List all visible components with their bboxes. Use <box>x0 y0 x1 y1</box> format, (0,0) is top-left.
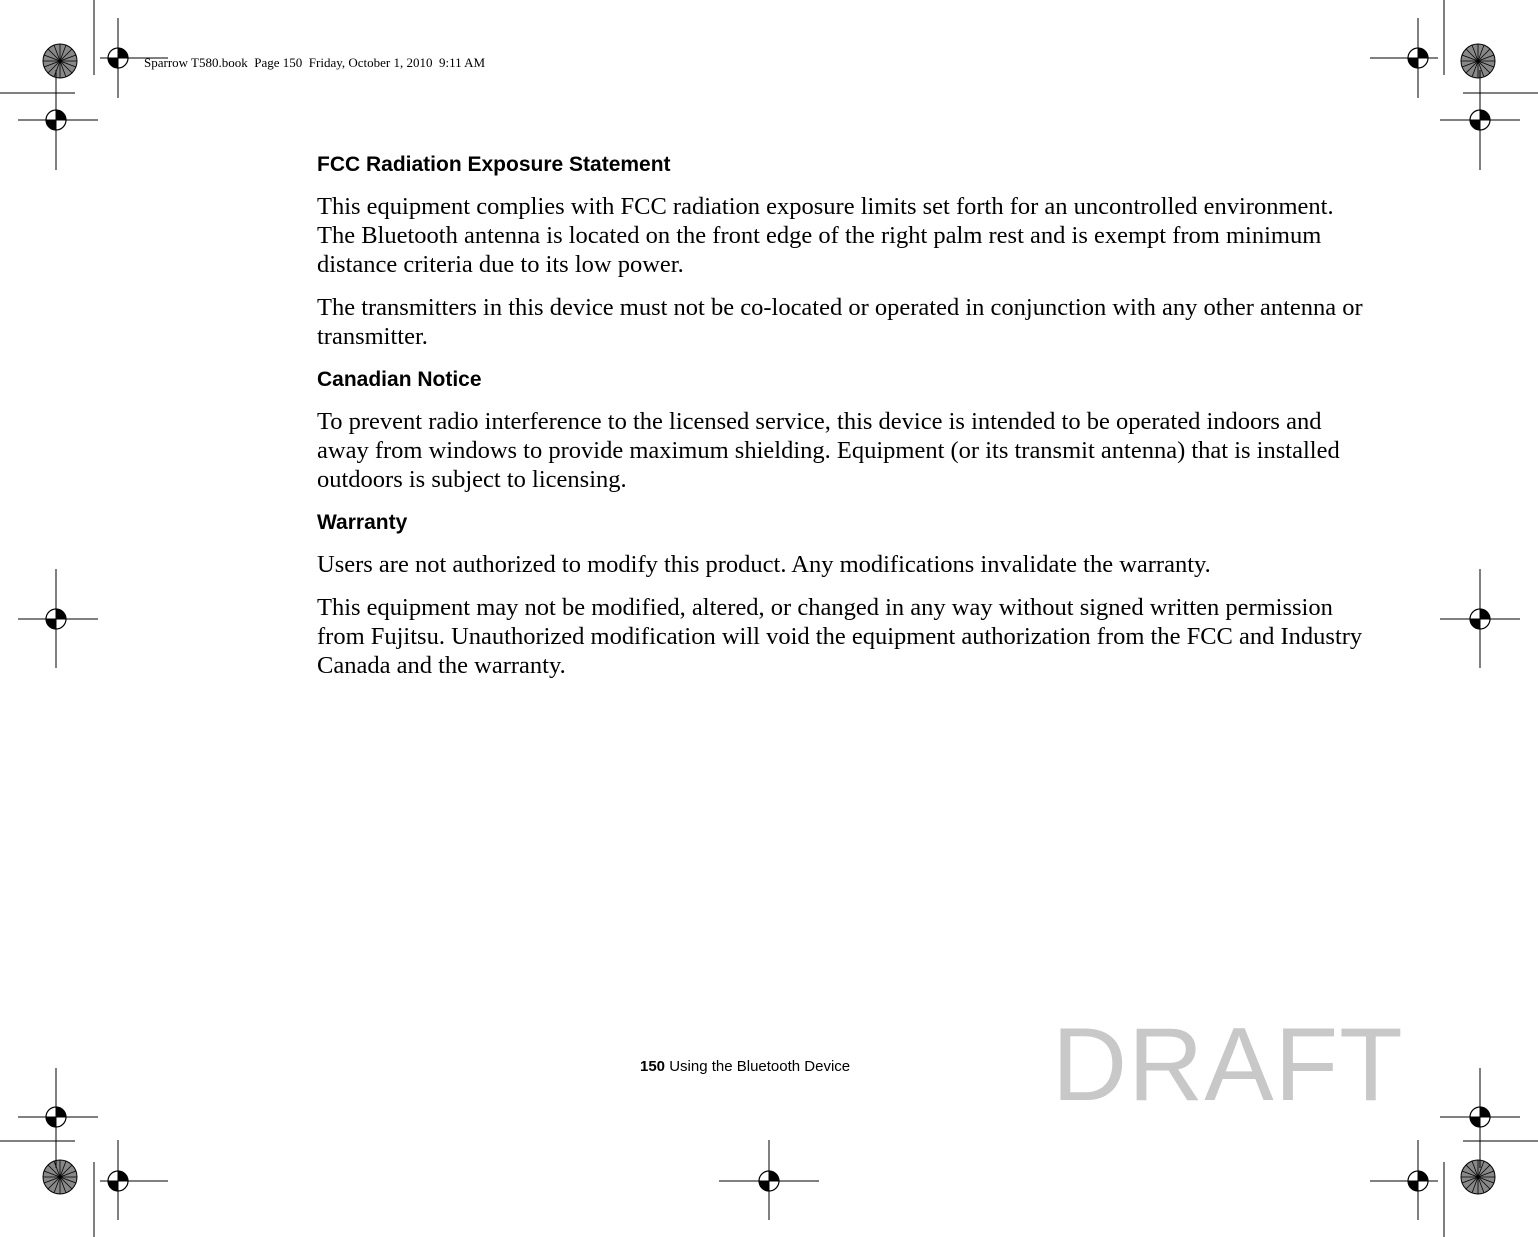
chapter-title: Using the Bluetooth Device <box>669 1058 851 1075</box>
registration-mark-icon <box>1464 603 1496 635</box>
section-fcc-radiation <box>317 150 1367 351</box>
registration-mark-icon <box>1402 1165 1434 1197</box>
print-slug-line: Sparrow T580.book Page 150 Friday, October 1, 2010 9:11 AM <box>144 55 486 70</box>
star-target-icon <box>1461 1160 1495 1194</box>
section-heading: FCC Radiation Exposure Statement <box>317 153 671 176</box>
section-heading: Canadian Notice <box>317 368 482 391</box>
registration-mark-icon <box>102 42 134 74</box>
body-paragraph: This equipment complies with FCC radiation exposure limits set forth for an uncontrolled environment. The Bluetooth antenna is located on the front edge of the right palm rest and is exempt from minimum distance criteria due to its low power. <box>317 193 1334 278</box>
registration-mark-icon <box>1464 104 1496 136</box>
draft-watermark: DRAFT <box>1052 1007 1404 1123</box>
registration-mark-icon <box>1402 42 1434 74</box>
section-canadian-notice <box>317 365 1367 494</box>
page-number: 150 <box>640 1058 666 1075</box>
section-heading: Warranty <box>317 511 408 534</box>
page-footer <box>640 1058 850 1075</box>
registration-mark-icon <box>40 603 72 635</box>
body-paragraph: The transmitters in this device must not be co-located or operated in conjunction with any other antenna or transmitter. <box>317 294 1363 350</box>
star-target-icon <box>43 1160 77 1194</box>
star-target-icon <box>1461 44 1495 78</box>
section-warranty <box>317 508 1367 680</box>
registration-mark-icon <box>102 1165 134 1197</box>
body-paragraph: To prevent radio interference to the licensed service, this device is intended to be operated indoors and away from windows to provide maximum shielding. Equipment (or its transmit antenna) that is installed outdoors is subject to licensing. <box>317 408 1340 493</box>
registration-mark-icon <box>40 104 72 136</box>
body-paragraph: This equipment may not be modified, altered, or changed in any way without signed written permission from Fujitsu. Unauthorized modification will void the equipment authorization from the FCC and Industry Canada and the warranty. <box>317 594 1363 679</box>
registration-mark-icon <box>753 1165 785 1197</box>
page-content <box>317 150 1367 694</box>
body-paragraph: Users are not authorized to modify this product. Any modifications invalidate the warranty. <box>317 551 1211 578</box>
registration-mark-icon <box>40 1101 72 1133</box>
star-target-icon <box>43 44 77 78</box>
registration-mark-icon <box>1464 1101 1496 1133</box>
